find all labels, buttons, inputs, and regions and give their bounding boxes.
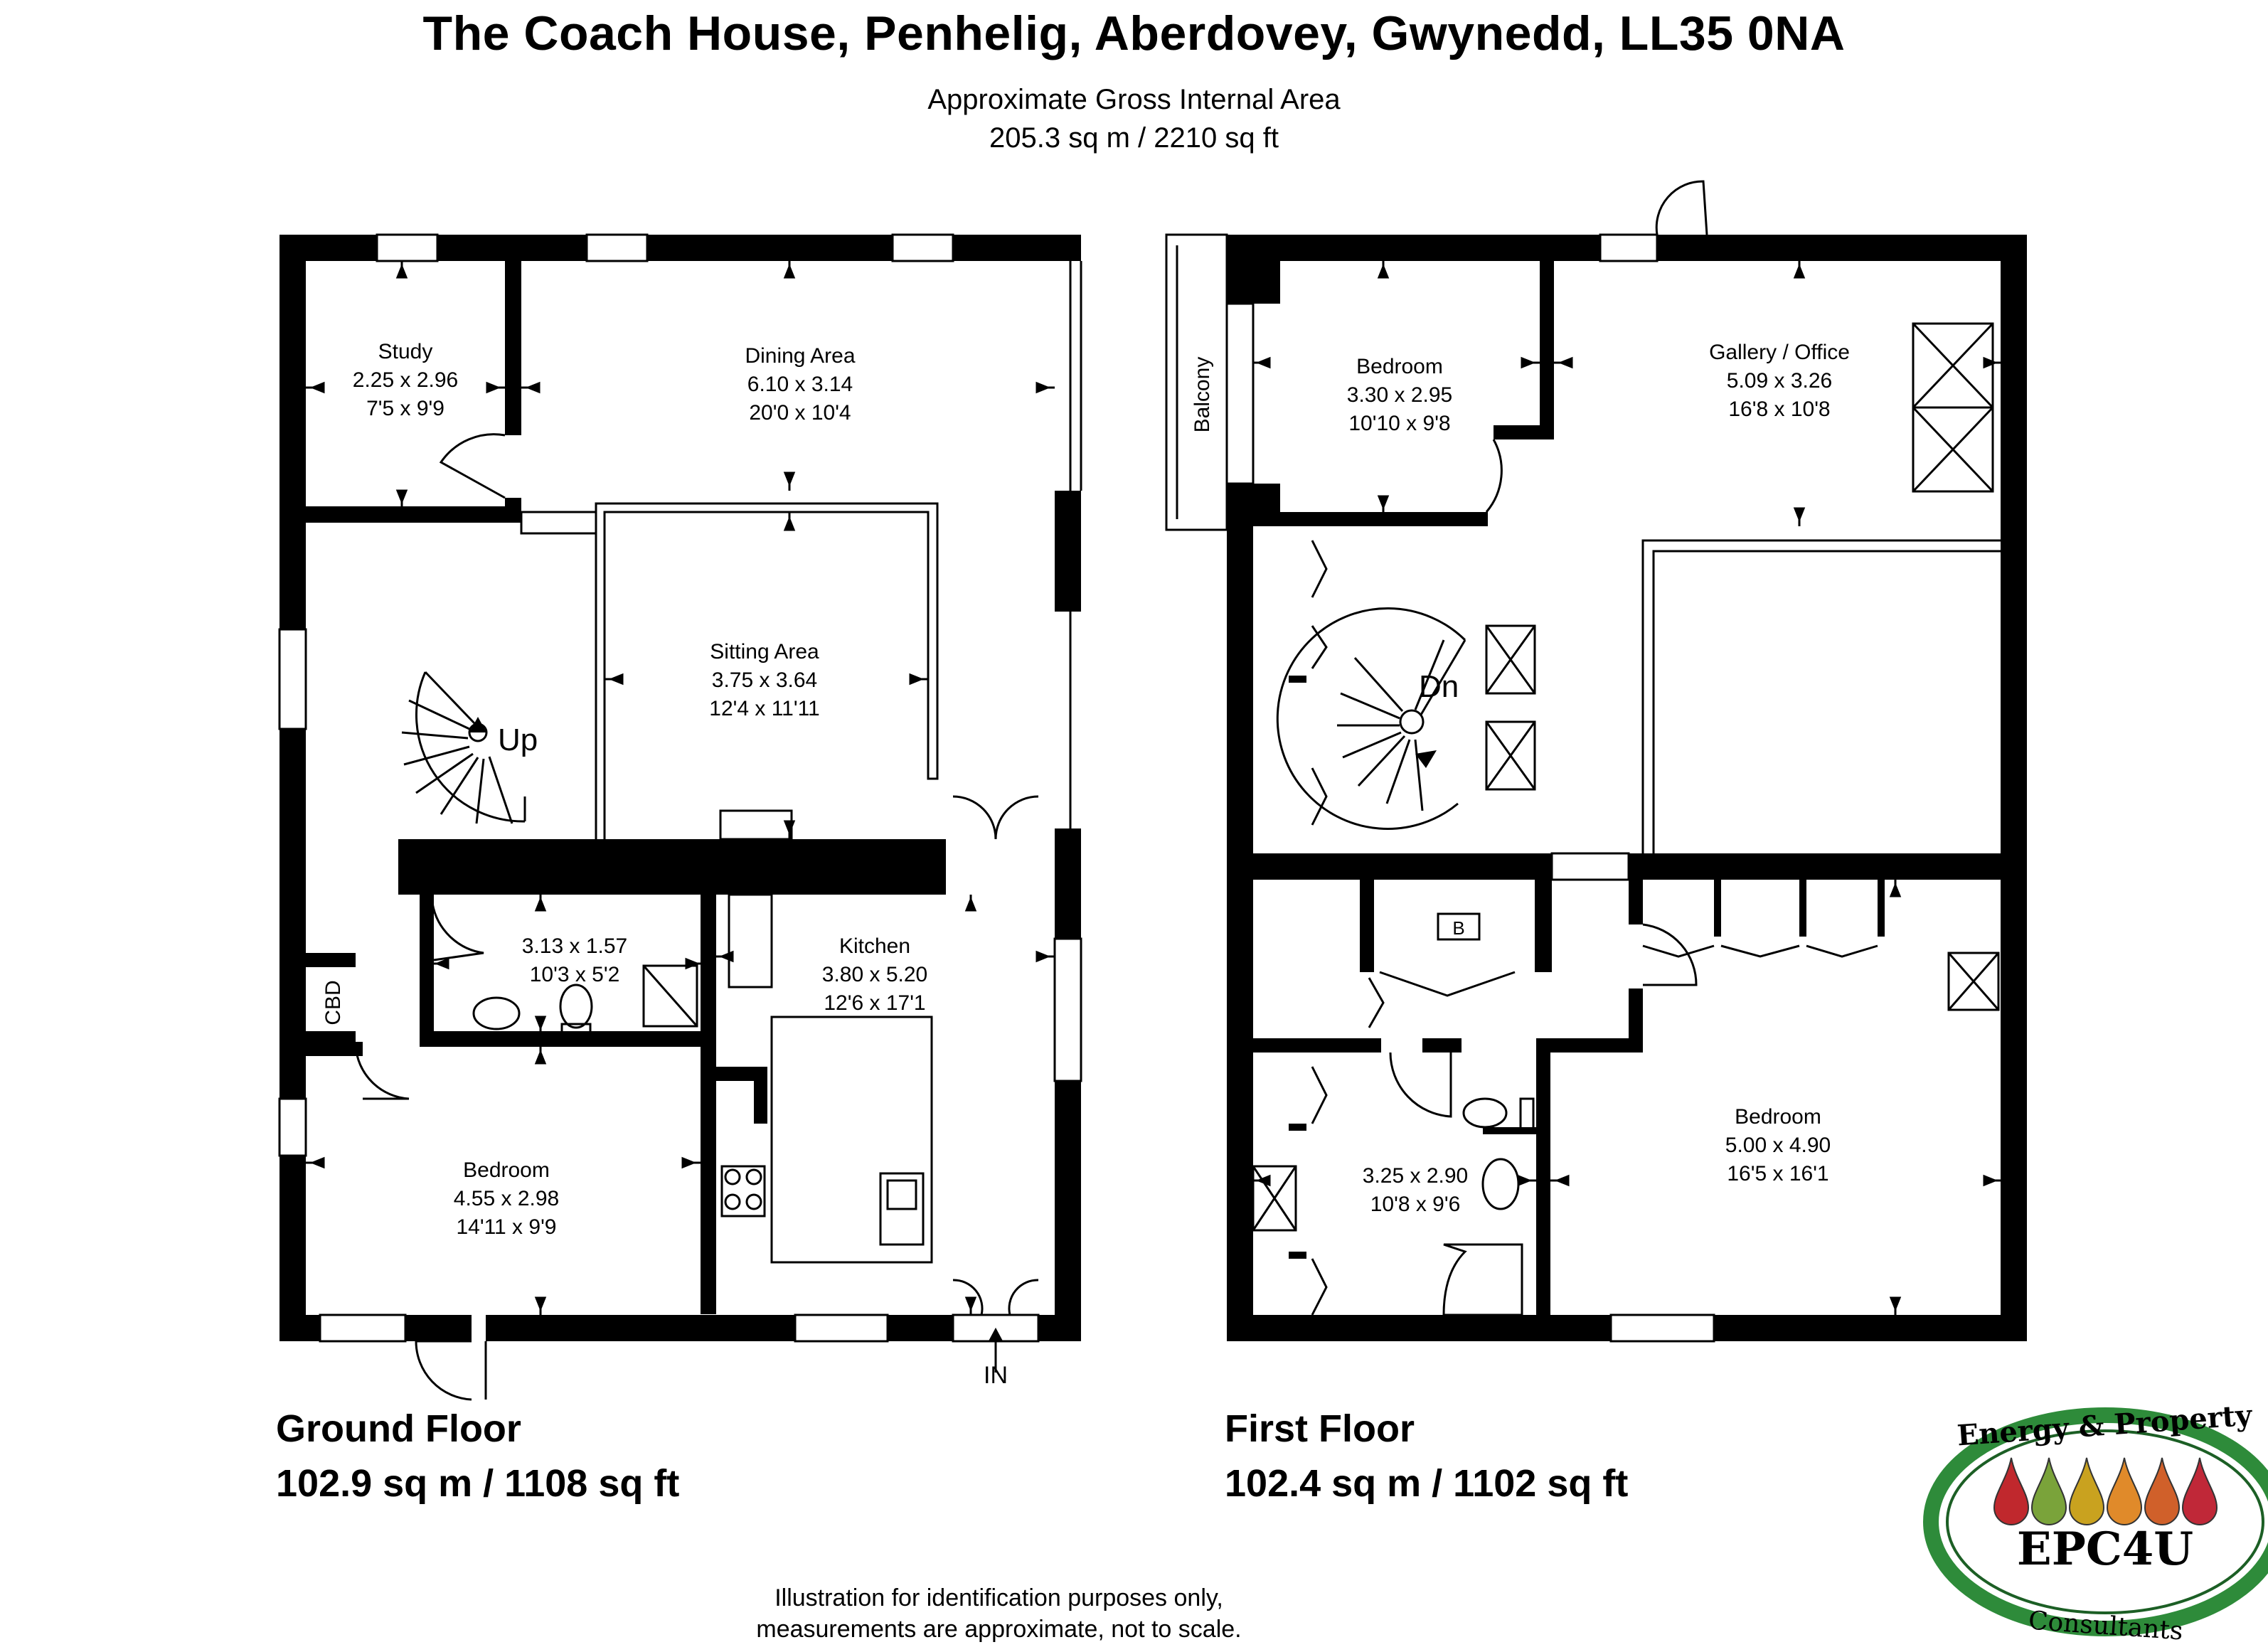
page-title: The Coach House, Penhelig, Aberdovey, Gwynedd, LL35 0NA: [422, 6, 1846, 60]
gross-area-label: Approximate Gross Internal Area: [927, 84, 1341, 115]
first-floor-windows: [1227, 235, 1714, 1341]
gallery-imperial: 16'8 x 10'8: [1728, 398, 1831, 421]
kitchen-imperial: 12'6 x 17'1: [824, 991, 926, 1015]
boiler-label: B: [1452, 917, 1465, 939]
kitchen-name: Kitchen: [838, 934, 911, 958]
ground-stairs-label: Up: [498, 723, 538, 757]
shower-imperial: 10'3 x 5'2: [529, 963, 620, 986]
logo-drop: [2070, 1458, 2104, 1525]
first-bedroom1-imperial: 10'10 x 9'8: [1348, 412, 1451, 435]
skylights: [1486, 324, 1998, 1010]
disclaimer-line1: Illustration for identification purposes only,: [774, 1584, 1223, 1611]
ground-floor-area: 102.9 sq m / 1108 sq ft: [276, 1462, 680, 1505]
logo-drop: [2183, 1458, 2217, 1525]
first-bedroom2-metric: 5.00 x 4.90: [1725, 1134, 1831, 1157]
study-imperial: 7'5 x 9'9: [366, 397, 444, 420]
dining-imperial: 20'0 x 10'4: [749, 401, 851, 425]
first-floor-plan: [1166, 181, 2027, 1341]
logo-drop: [1994, 1458, 2028, 1525]
gallery-top-door: [1656, 181, 1707, 235]
study-metric: 2.25 x 2.96: [352, 368, 459, 392]
logo-drop: [2145, 1458, 2179, 1525]
dining-name: Dining Area: [745, 344, 856, 368]
ground-floor-doors: [356, 435, 1038, 1400]
shower-metric: 3.13 x 1.57: [521, 934, 628, 958]
kitchen-metric: 3.80 x 5.20: [821, 963, 928, 986]
gross-area-value: 205.3 sq m / 2210 sq ft: [989, 122, 1279, 154]
first-floor-area: 102.4 sq m / 1102 sq ft: [1225, 1462, 1629, 1505]
sitting-metric: 3.75 x 3.64: [711, 668, 818, 692]
balcony-label: Balcony: [1191, 356, 1214, 433]
first-spiral-stairs: [1277, 608, 1465, 828]
cupboard-label: CBD: [321, 980, 345, 1025]
ground-bedroom-metric: 4.55 x 2.98: [453, 1187, 560, 1210]
disclaimer-line2: measurements are approximate, not to scale.: [756, 1616, 1242, 1643]
first-bedroom1-name: Bedroom: [1356, 355, 1443, 378]
first-bedroom1-metric: 3.30 x 2.95: [1346, 383, 1453, 407]
first-bedroom2-imperial: 16'5 x 16'1: [1727, 1162, 1829, 1185]
first-floor-name: First Floor: [1225, 1407, 1415, 1450]
gallery-name: Gallery / Office: [1709, 341, 1850, 364]
gallery-void: [1643, 540, 2001, 853]
logo-bottom-text: Consultants: [2027, 1606, 2184, 1646]
logo-top-text: Energy & Property: [1956, 1398, 2253, 1453]
ground-bedroom-imperial: 14'11 x 9'9: [456, 1215, 557, 1239]
bathroom-imperial: 10'8 x 9'6: [1370, 1193, 1461, 1216]
ground-floor-plan: [279, 235, 1081, 1400]
entrance-label: IN: [984, 1362, 1008, 1389]
logo-drops: [1994, 1458, 2217, 1525]
ground-bedroom-name: Bedroom: [463, 1158, 550, 1182]
study-name: Study: [378, 340, 433, 363]
ground-floor-name: Ground Floor: [276, 1407, 521, 1450]
ground-measure-arrows: [306, 261, 1055, 1373]
dining-metric: 6.10 x 3.14: [747, 373, 853, 396]
sitting-name: Sitting Area: [710, 640, 819, 664]
logo-main-text: EPC4U: [2016, 1523, 2194, 1576]
bathroom-metric: 3.25 x 2.90: [1362, 1164, 1469, 1188]
logo-drop: [2032, 1458, 2066, 1525]
logo-drop: [2107, 1458, 2141, 1525]
sitting-imperial: 12'4 x 11'11: [709, 697, 820, 720]
gallery-metric: 5.09 x 3.26: [1726, 369, 1833, 393]
first-stairs-label: Dn: [1419, 669, 1459, 704]
first-bedroom2-name: Bedroom: [1735, 1105, 1821, 1129]
